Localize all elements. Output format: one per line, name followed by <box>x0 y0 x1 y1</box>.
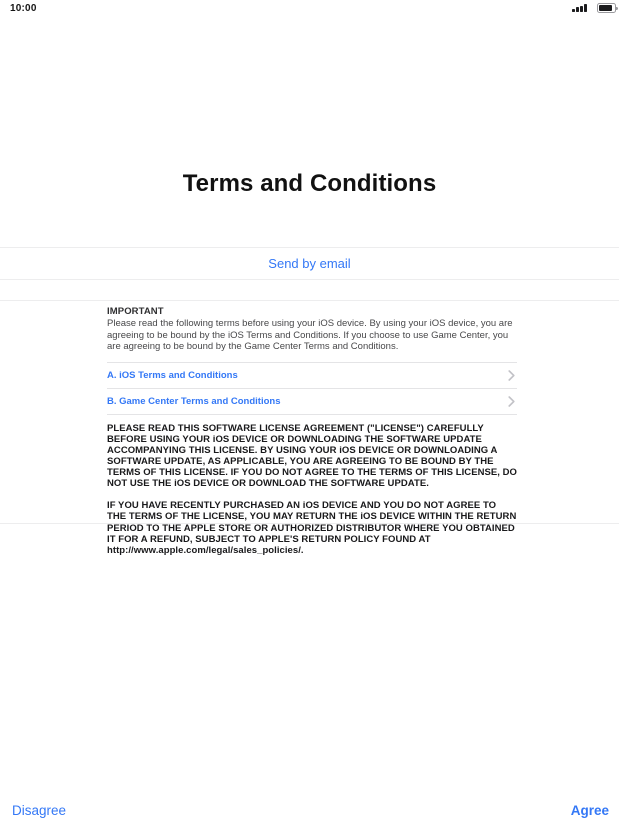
agree-button[interactable]: Agree <box>570 803 609 818</box>
terms-content <box>107 301 517 556</box>
game-center-terms-link-row[interactable] <box>107 388 517 415</box>
battery-icon <box>597 3 616 13</box>
terms-link-list <box>107 362 517 415</box>
game-center-terms-link-label: B. Game Center Terms and Conditions <box>107 396 281 408</box>
send-by-email-button[interactable] <box>0 247 619 280</box>
disagree-button[interactable]: Disagree <box>12 803 67 818</box>
chevron-right-icon <box>508 396 515 407</box>
license-paragraph-2: IF YOU HAVE RECENTLY PURCHASED AN iOS DEVICE AND YOU DO NOT AGREE TO THE TERMS OF THE LICENSE, YOU MAY RETURN THE iOS DEVICE WITHIN THE RETURN PERIOD TO THE APPLE STORE OR AUTHORIZED DISTRIBUTOR WHERE YOU OBTAINED IT FOR A REFUND, SUBJECT TO APPLE'S RETURN POLICY FOUND AT http://www.apple.com/legal/sales_policies/. <box>107 500 517 556</box>
send-by-email-label: Send by email <box>268 256 351 271</box>
ios-terms-link-label: A. iOS Terms and Conditions <box>107 370 238 382</box>
cellular-signal-icon <box>572 4 589 12</box>
chevron-right-icon <box>508 370 515 381</box>
important-heading: IMPORTANT <box>107 306 164 317</box>
important-body-text: Please read the following terms before using your iOS device. By using your iOS device, you are agreeing to be bound by the iOS Terms and Conditions. If you choose to use Game Center, you are agreeing to be bound by the Game Center Terms and Conditions. <box>107 318 513 353</box>
ios-terms-link-row[interactable] <box>107 362 517 389</box>
status-bar-time: 10:00 <box>10 3 37 14</box>
license-paragraph-1: PLEASE READ THIS SOFTWARE LICENSE AGREEMENT ("LICENSE") CAREFULLY BEFORE USING YOUR iOS DEVICE OR DOWNLOADING THE SOFTWARE UPDATE ACCOMPANYING THIS LICENSE. BY USING YOUR iOS DEVICE OR DOWNLOADING A SOFTWARE UPDATE, AS APPLICABLE, YOU ARE AGREEING TO BE BOUND BY THE TERMS OF THIS LICENSE. IF YOU DO NOT AGREE TO THE TERMS OF THIS LICENSE, DO NOT USE THE iOS DEVICE OR DOWNLOAD THE SOFTWARE UPDATE. <box>107 422 517 490</box>
page-title: Terms and Conditions <box>182 170 437 197</box>
